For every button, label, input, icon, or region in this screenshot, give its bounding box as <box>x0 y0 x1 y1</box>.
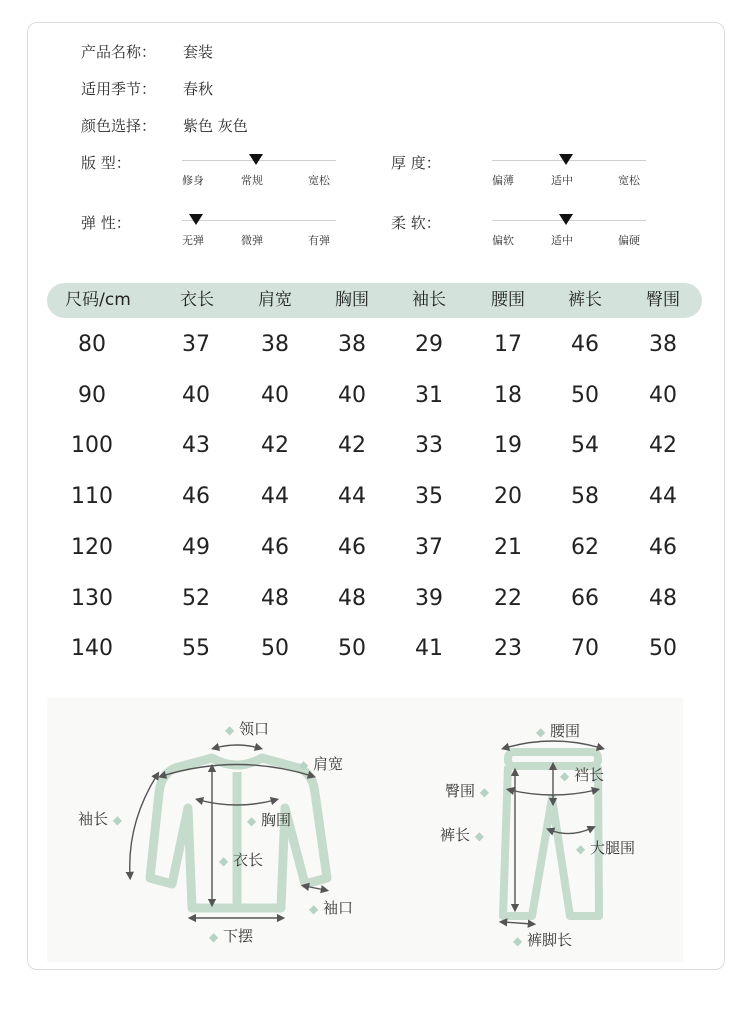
measure-cell: 18 <box>494 382 522 408</box>
waist-text: 腰围 <box>550 722 581 740</box>
table-row <box>0 433 750 473</box>
elasticity-rating <box>81 212 401 262</box>
hem-label <box>209 925 253 946</box>
hip-label <box>445 780 489 801</box>
measure-cell: 48 <box>338 585 366 611</box>
measure-cell: 41 <box>415 636 443 662</box>
rise-label <box>560 764 604 785</box>
fit-option: 宽松 <box>308 174 330 187</box>
table-row <box>0 383 750 423</box>
measure-cell: 46 <box>571 332 599 357</box>
diamond-icon: ◆ <box>513 934 523 948</box>
softness-title: 柔 软： <box>391 214 441 232</box>
size-cell: 90 <box>78 382 106 408</box>
season-label: 适用季节： <box>81 80 157 98</box>
hip-text: 臀围 <box>445 782 476 800</box>
measure-cell: 20 <box>494 484 522 510</box>
header-shoulder: 肩宽 <box>258 290 292 310</box>
length-text: 衣长 <box>233 851 264 869</box>
size-cell: 80 <box>78 332 106 357</box>
measure-cell: 29 <box>415 332 443 357</box>
measure-cell: 42 <box>338 433 366 459</box>
fit-rating <box>81 152 401 202</box>
diamond-icon: ◆ <box>560 769 570 783</box>
elasticity-marker-icon <box>189 214 203 225</box>
measure-cell: 38 <box>338 332 366 357</box>
diamond-icon: ◆ <box>299 758 309 772</box>
diamond-icon: ◆ <box>247 814 257 828</box>
product-name-value: 套装 <box>183 43 214 61</box>
sleeve-text: 袖长 <box>78 810 109 828</box>
elasticity-option: 微弹 <box>241 234 263 247</box>
measure-cell: 54 <box>571 433 599 459</box>
elasticity-option: 无弹 <box>182 234 204 247</box>
measure-cell: 22 <box>494 585 522 611</box>
measure-cell: 46 <box>261 534 289 560</box>
thickness-rating <box>391 152 711 202</box>
fit-option: 常规 <box>241 174 263 187</box>
fit-title: 版 型： <box>81 154 131 172</box>
thickness-option: 偏薄 <box>492 174 514 187</box>
color-row <box>81 115 248 136</box>
measure-cell: 49 <box>182 534 210 560</box>
measure-cell: 50 <box>261 636 289 662</box>
measure-cell: 39 <box>415 585 443 611</box>
header-waist: 腰围 <box>491 290 525 310</box>
product-name-label: 产品名称： <box>81 43 157 61</box>
table-row <box>0 535 750 575</box>
measure-cell: 48 <box>261 585 289 611</box>
measure-cell: 46 <box>338 534 366 560</box>
measure-cell: 33 <box>415 433 443 459</box>
cuff-label <box>309 897 353 918</box>
measure-cell: 35 <box>415 484 443 510</box>
thickness-option: 宽松 <box>618 174 640 187</box>
thigh-text: 大腿围 <box>590 839 636 857</box>
sleeve-label <box>78 808 122 829</box>
measure-cell: 38 <box>649 332 677 357</box>
rise-text: 裆长 <box>574 766 605 784</box>
measure-cell: 37 <box>182 332 210 357</box>
size-cell: 110 <box>71 484 113 510</box>
softness-marker-icon <box>559 214 573 225</box>
measure-cell: 43 <box>182 433 210 459</box>
measure-cell: 23 <box>494 636 522 662</box>
color-label: 颜色选择： <box>81 117 157 135</box>
measure-cell: 40 <box>649 382 677 408</box>
garment-illustration <box>47 698 683 962</box>
product-name-row <box>81 41 213 62</box>
measure-cell: 42 <box>261 433 289 459</box>
measure-cell: 46 <box>649 534 677 560</box>
diamond-icon: ◆ <box>225 723 235 737</box>
measure-cell: 44 <box>649 484 677 510</box>
measure-cell: 55 <box>182 636 210 662</box>
jacket-outline <box>150 758 327 908</box>
header-size: 尺码/cm <box>65 290 131 310</box>
elasticity-track <box>182 220 336 221</box>
size-cell: 130 <box>71 585 113 611</box>
measurement-diagram <box>47 698 683 962</box>
shoulder-label <box>299 753 343 774</box>
leg-opening-label <box>513 929 572 950</box>
diamond-icon: ◆ <box>209 930 219 944</box>
size-cell: 120 <box>71 534 113 560</box>
measure-cell: 31 <box>415 382 443 408</box>
measure-cell: 40 <box>338 382 366 408</box>
table-row <box>0 332 750 372</box>
pants-length-label <box>440 824 484 845</box>
header-pants-length: 裤长 <box>568 290 602 310</box>
measure-cell: 38 <box>261 332 289 357</box>
size-cell: 140 <box>71 636 113 662</box>
fit-option: 修身 <box>182 174 204 187</box>
measure-cell: 48 <box>649 585 677 611</box>
leg-opening-text: 裤脚长 <box>527 931 573 949</box>
header-chest: 胸围 <box>335 290 369 310</box>
thigh-label <box>576 837 635 858</box>
pants-length-text: 裤长 <box>440 826 471 844</box>
diamond-icon: ◆ <box>219 854 229 868</box>
diamond-icon: ◆ <box>309 902 319 916</box>
shoulder-text: 肩宽 <box>313 755 344 773</box>
softness-rating <box>391 212 711 262</box>
collar-label <box>225 718 269 739</box>
thickness-marker-icon <box>559 154 573 165</box>
chest-label <box>247 809 291 830</box>
diamond-icon: ◆ <box>474 829 485 843</box>
diamond-icon: ◆ <box>576 842 586 856</box>
thickness-option: 适中 <box>551 174 573 187</box>
length-label <box>219 849 263 870</box>
size-table-header <box>47 283 702 318</box>
table-row <box>0 586 750 626</box>
header-sleeve: 袖长 <box>412 290 446 310</box>
measure-cell: 58 <box>571 484 599 510</box>
collar-text: 领口 <box>239 720 270 738</box>
measure-cell: 50 <box>649 636 677 662</box>
hem-text: 下摆 <box>223 927 254 945</box>
cuff-text: 袖口 <box>323 899 354 917</box>
measure-cell: 42 <box>649 433 677 459</box>
softness-option: 偏软 <box>492 234 514 247</box>
softness-option: 偏硬 <box>618 234 640 247</box>
elasticity-option: 有弹 <box>308 234 330 247</box>
thickness-title: 厚 度： <box>391 154 441 172</box>
elasticity-title: 弹 性： <box>81 214 131 232</box>
measure-cell: 44 <box>338 484 366 510</box>
measure-cell: 50 <box>338 636 366 662</box>
table-row <box>0 484 750 524</box>
size-cell: 100 <box>71 433 113 459</box>
measure-cell: 70 <box>571 636 599 662</box>
chest-text: 胸围 <box>261 811 292 829</box>
table-row <box>0 636 750 676</box>
measure-cell: 19 <box>494 433 522 459</box>
fit-marker-icon <box>249 154 263 165</box>
measure-cell: 40 <box>261 382 289 408</box>
measure-cell: 62 <box>571 534 599 560</box>
measure-cell: 44 <box>261 484 289 510</box>
measure-cell: 17 <box>494 332 522 357</box>
diamond-icon: ◆ <box>479 785 490 799</box>
softness-option: 适中 <box>551 234 573 247</box>
measure-cell: 52 <box>182 585 210 611</box>
header-hip: 臀围 <box>646 290 680 310</box>
waist-label <box>536 720 580 741</box>
diamond-icon: ◆ <box>536 725 546 739</box>
measure-cell: 50 <box>571 382 599 408</box>
season-value: 春秋 <box>183 80 214 98</box>
measure-cell: 37 <box>415 534 443 560</box>
season-row <box>81 78 213 99</box>
measure-cell: 40 <box>182 382 210 408</box>
diamond-icon: ◆ <box>112 813 123 827</box>
header-top-length: 衣长 <box>180 290 214 310</box>
color-value: 紫色 灰色 <box>183 117 248 135</box>
measure-cell: 66 <box>571 585 599 611</box>
measure-cell: 21 <box>494 534 522 560</box>
measure-cell: 46 <box>182 484 210 510</box>
